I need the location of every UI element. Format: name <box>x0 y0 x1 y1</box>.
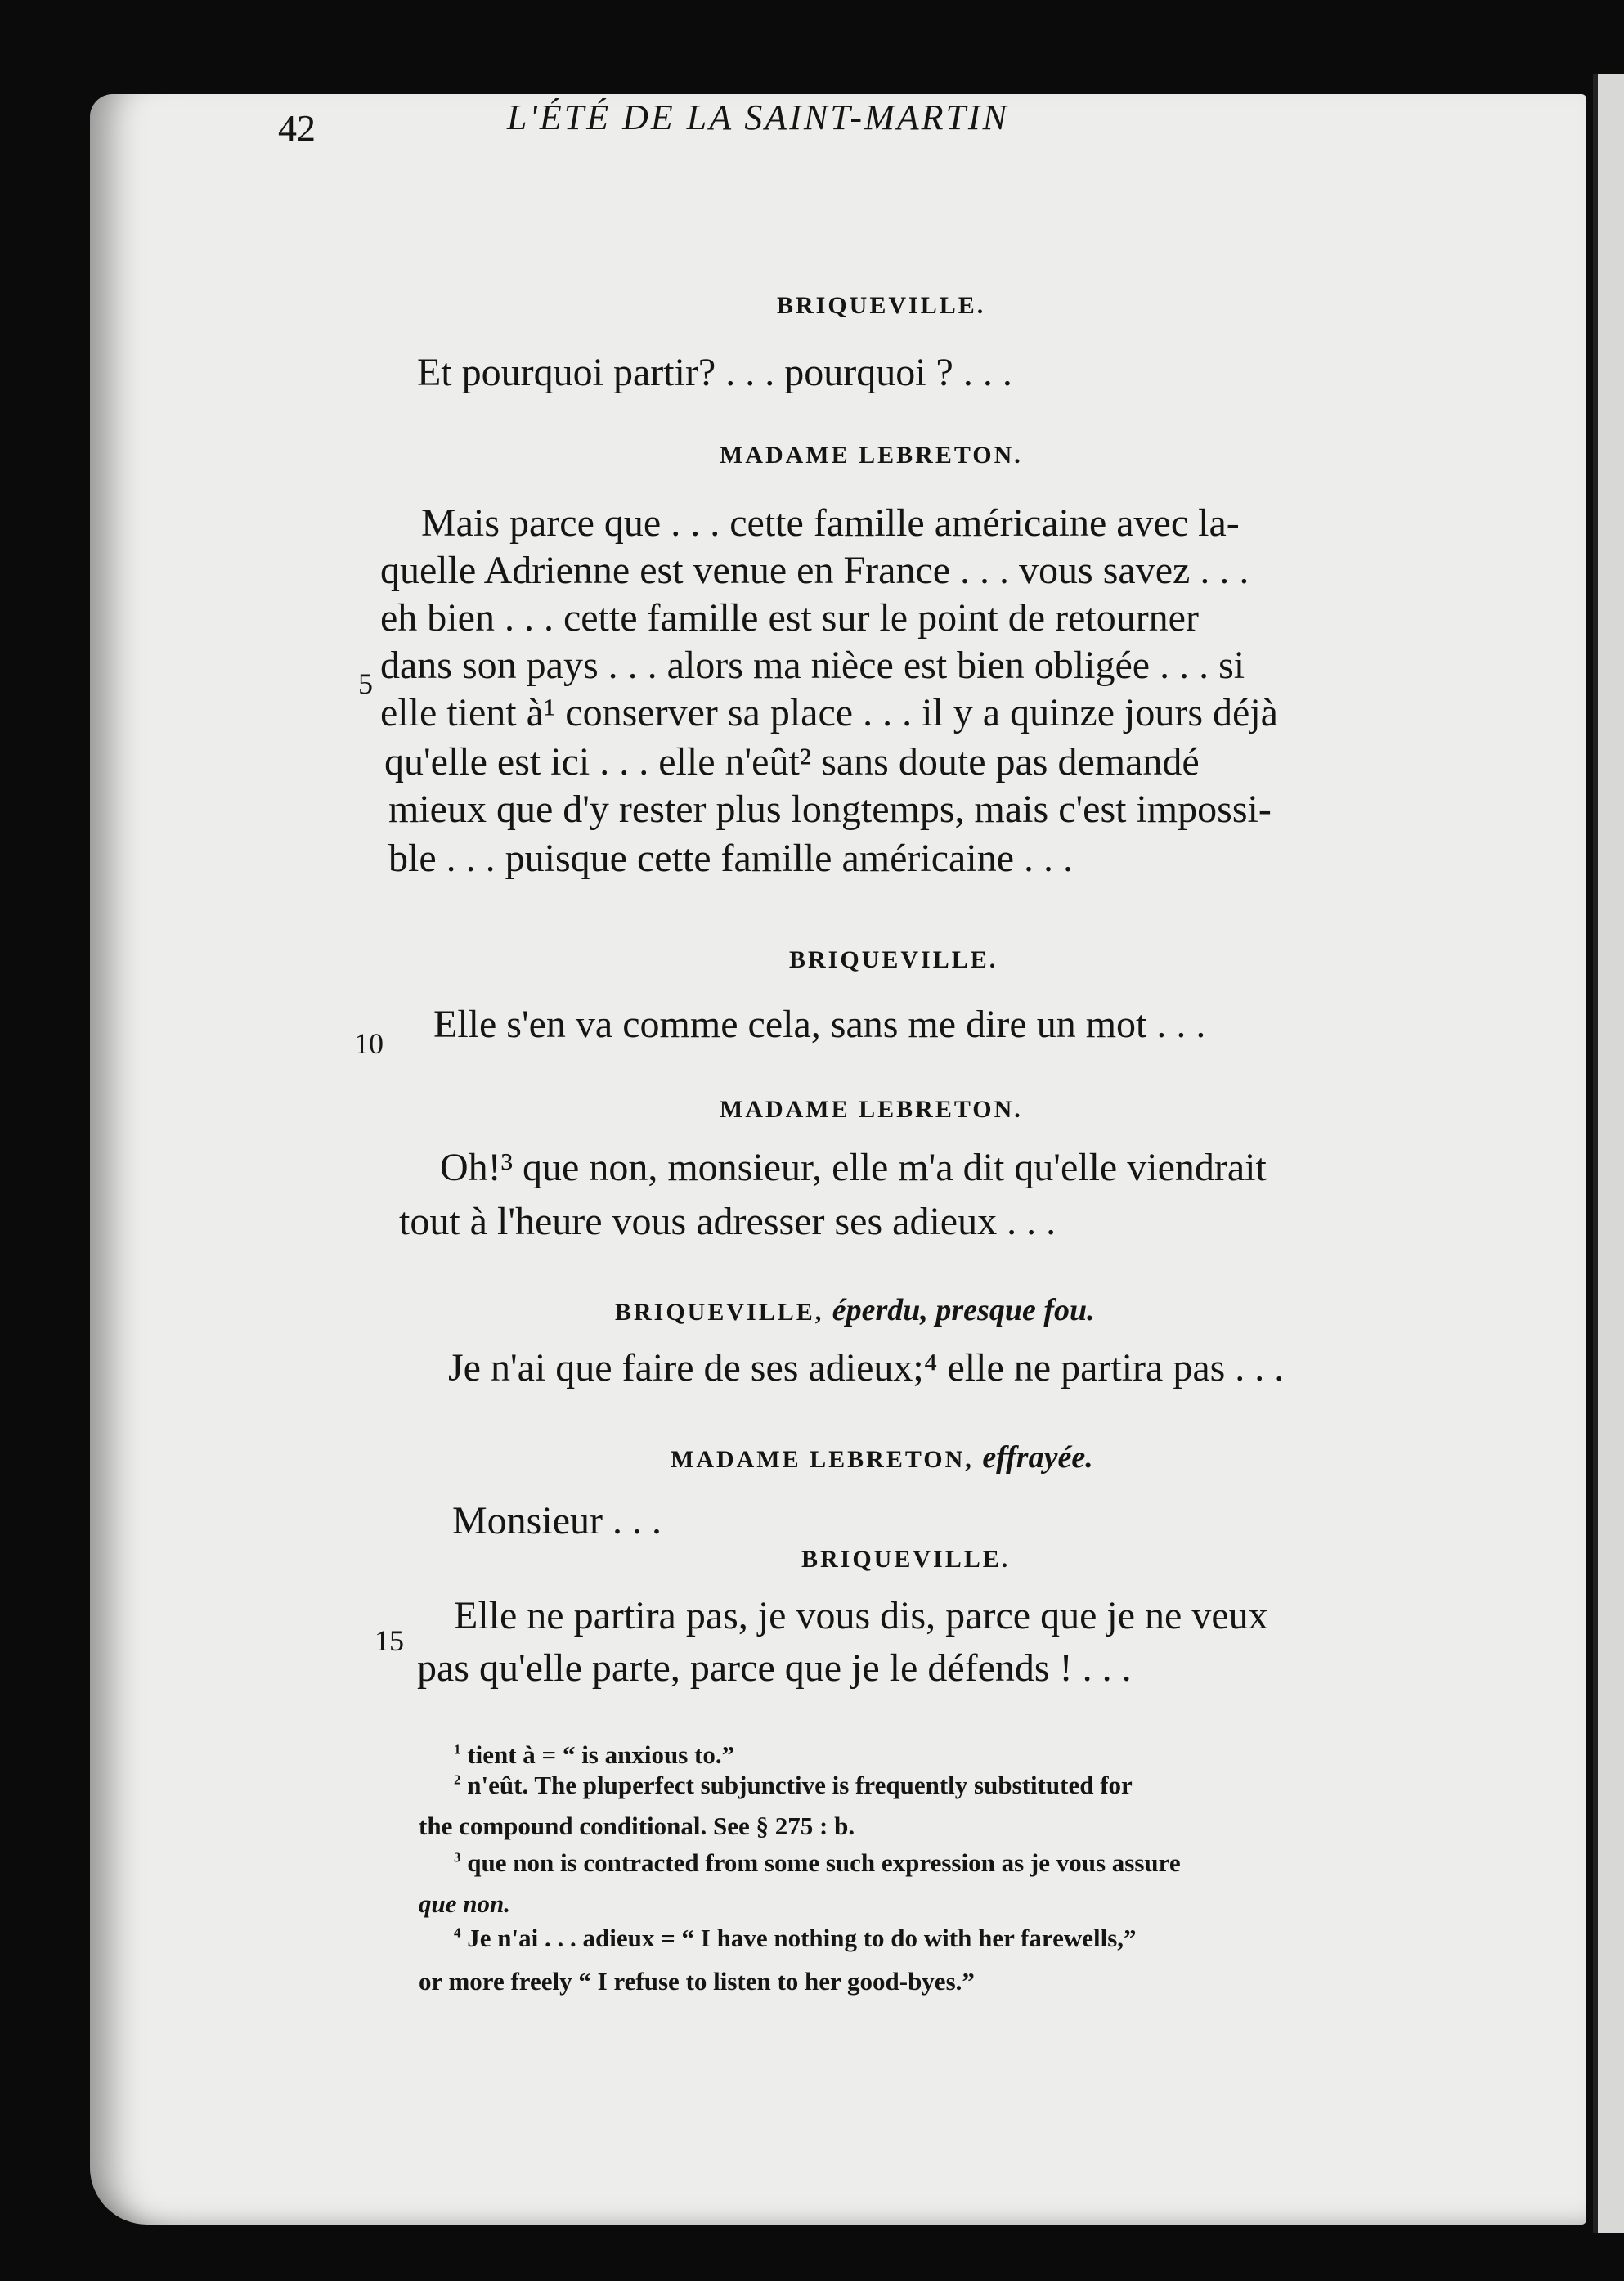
line-number: 15 <box>375 1624 404 1657</box>
footnote-continuation: que non. <box>419 1889 510 1918</box>
footnote-text: Je n'ai . . . adieux = “ I have nothing to do with her farewells,” <box>467 1924 1137 1952</box>
dialogue-line: tout à l'heure vous adresser ses adieux . . . <box>399 1200 1056 1243</box>
dialogue-line: qu'elle est ici . . . elle n'eût² sans doute pas demandé <box>384 740 1200 784</box>
dialogue-line: pas qu'elle parte, parce que je le défends ! . . . <box>417 1646 1132 1690</box>
dialogue-line: ble . . . puisque cette famille américaine . . . <box>388 837 1073 880</box>
page-edge <box>1593 74 1624 2233</box>
footnote <box>454 1740 734 1770</box>
dialogue-line: Oh!³ que non, monsieur, elle m'a dit qu'elle viendrait <box>440 1146 1267 1189</box>
footnote <box>454 1848 1181 1878</box>
dialogue-line: Monsieur . . . <box>452 1499 662 1542</box>
dialogue-line: Mais parce que . . . cette famille américaine avec la- <box>421 501 1240 545</box>
page-number: 42 <box>278 107 316 149</box>
speaker-name: MADAME LEBRETON, <box>671 1446 974 1473</box>
footnote <box>454 1924 1137 1953</box>
stage-direction: éperdu, presque fou. <box>832 1293 1095 1327</box>
dialogue-line: eh bien . . . cette famille est sur le point de retourner <box>380 596 1199 640</box>
dialogue-line: Et pourquoi partir? . . . pourquoi ? . . . <box>417 351 1012 394</box>
dialogue-line: Je n'ai que faire de ses adieux;⁴ elle ne partira pas . . . <box>448 1346 1285 1390</box>
speaker-with-direction <box>671 1439 1093 1475</box>
footnote-continuation: the compound conditional. See § 275 : b. <box>419 1812 855 1840</box>
speaker-name: MADAME LEBRETON. <box>720 442 1023 469</box>
footnote-text: tient à = “ is anxious to.” <box>467 1740 735 1769</box>
line-number: 5 <box>358 667 373 700</box>
running-title: L'ÉTÉ DE LA SAINT-MARTIN <box>507 97 1009 137</box>
dialogue-line: dans son pays . . . alors ma nièce est bien obligée . . . si <box>380 644 1245 687</box>
speaker-with-direction <box>615 1292 1095 1328</box>
stage-direction: effrayée. <box>982 1440 1093 1475</box>
footnote-mark: 4 <box>454 1924 461 1941</box>
footnote-text: n'eût. The pluperfect subjunctive is frequently substituted for <box>467 1771 1133 1799</box>
speaker-name: BRIQUEVILLE. <box>801 1546 1011 1573</box>
dialogue-line: mieux que d'y rester plus longtemps, mais c'est impossi- <box>388 788 1272 831</box>
footnote-mark: 2 <box>454 1771 461 1788</box>
footnote-continuation: or more freely “ I refuse to listen to her good-byes.” <box>419 1967 975 1996</box>
line-number: 10 <box>354 1027 384 1060</box>
dialogue-line: Elle s'en va comme cela, sans me dire un mot . . . <box>433 1003 1206 1046</box>
footnote-mark: 1 <box>454 1741 461 1758</box>
speaker-name: BRIQUEVILLE, <box>615 1299 824 1326</box>
speaker-name: BRIQUEVILLE. <box>789 946 998 973</box>
dialogue-line: Elle ne partira pas, je vous dis, parce que je ne veux <box>454 1594 1268 1637</box>
footnote <box>454 1771 1133 1800</box>
footnote-mark: 3 <box>454 1849 461 1866</box>
speaker-name: MADAME LEBRETON. <box>720 1096 1023 1123</box>
speaker-name: BRIQUEVILLE. <box>777 292 986 319</box>
dialogue-line: elle tient à¹ conserver sa place . . . il y a quinze jours déjà <box>380 691 1278 734</box>
dialogue-line: quelle Adrienne est venue en France . . . vous savez . . . <box>380 549 1249 592</box>
footnote-text: que non is contracted from some such expression as je vous assure <box>467 1848 1181 1877</box>
